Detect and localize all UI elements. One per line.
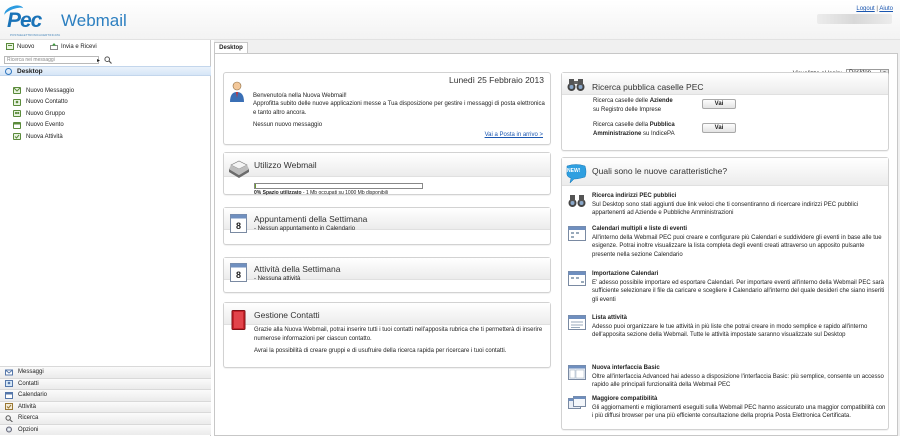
- new-message-item[interactable]: Nuovo Messaggio: [13, 85, 74, 97]
- new-event-item[interactable]: Nuovo Evento: [13, 120, 74, 132]
- sidebar-item-messages[interactable]: Messaggi: [0, 366, 211, 378]
- user-info-box: [817, 14, 892, 24]
- app-title: Webmail: [61, 11, 127, 30]
- search-companies-button[interactable]: Vai: [702, 99, 736, 109]
- welcome-greeting: Benvenuto/a nella Nuova Webmail!: [253, 93, 347, 99]
- contacts-groups-text: Avrai la possibilità di creare gruppi e di usufruire della ricerca rapida per ricercare i tuoi contatti.: [254, 348, 507, 354]
- svg-text:8: 8: [235, 270, 242, 280]
- no-new-messages: Nessun nuovo messaggio: [253, 122, 323, 128]
- new-task-icon: [13, 133, 21, 140]
- mail-icon: [5, 369, 13, 376]
- desktop-icon: [5, 68, 12, 75]
- calendar-import-icon: [568, 271, 586, 286]
- usage-title: Utilizzo Webmail: [254, 160, 317, 170]
- calendar-icon: [5, 392, 13, 399]
- new-message-icon: [13, 87, 21, 94]
- welcome-date: Lunedì 25 Febbraio 2013: [449, 75, 544, 85]
- sidebar-item-contacts[interactable]: Contatti: [0, 378, 211, 390]
- new-icon: [6, 43, 14, 50]
- usage-progress-bar: [254, 183, 423, 189]
- contacts-title: Gestione Contatti: [254, 310, 320, 320]
- search-icon: [5, 415, 13, 422]
- whats-new-title: Quali sono le nuove caratteristiche?: [592, 166, 728, 176]
- left-panel: [0, 40, 211, 436]
- desktop-panel: [214, 53, 898, 436]
- new-contact-item[interactable]: Nuovo Contatto: [13, 97, 74, 109]
- sidebar-item-desktop[interactable]: Desktop: [0, 66, 211, 76]
- logout-link[interactable]: Logout: [856, 6, 875, 12]
- contacts-description: Grazie alla Nuova Webmail, potrai inserire tutti i tuoi contatti nell'apposita rubrica che ti permetterà di inserire numerose informazioni per ciascun contatto.: [254, 327, 543, 342]
- task-list-icon: [230, 263, 247, 282]
- new-event-icon: [13, 122, 21, 129]
- welcome-intro: Approfitta subito delle nuove applicazioni messe a Tua disposizione per gestire i messaggi di posta elettronica e tanto altro ancora.: [253, 101, 545, 116]
- calendar-icon: [230, 214, 247, 233]
- search-companies-text: Ricerca caselle delle Aziende su Registro delle Imprese: [593, 98, 673, 113]
- sidebar-accordion: [0, 366, 211, 435]
- top-links: Logout | Aiuto: [856, 6, 893, 12]
- new-badge-text: NEW!: [567, 168, 581, 174]
- search-pec-card: [561, 72, 889, 151]
- search-pa-button[interactable]: Vai: [702, 123, 736, 133]
- left-toolbar: [0, 40, 211, 54]
- tasks-icon: [5, 403, 13, 410]
- mailbox-icon: [228, 160, 250, 180]
- sidebar-item-calendar[interactable]: Calendario: [0, 389, 211, 401]
- usage-card: [223, 152, 551, 195]
- app-header: [0, 0, 900, 40]
- appointments-text: - Nessun appuntamento in Calendario: [254, 226, 356, 232]
- sidebar-item-options[interactable]: Opzioni: [0, 424, 211, 436]
- send-receive-button[interactable]: Invia e Ricevi: [50, 43, 97, 50]
- tab-desktop[interactable]: Desktop: [214, 42, 248, 53]
- search-pa-text: Ricerca caselle della Pubblica Amministrazione su IndicePA: [593, 122, 675, 137]
- calendar-icon: [568, 226, 586, 241]
- binoculars-icon: [567, 78, 585, 92]
- windows-icon: [568, 396, 586, 411]
- new-task-item[interactable]: Nuova Attività: [13, 131, 74, 143]
- appointments-title: Appuntamenti della Settimana: [254, 214, 368, 224]
- user-avatar-icon: [229, 81, 245, 103]
- search-input[interactable]: Ricerca nei messaggi: [4, 56, 99, 64]
- new-group-icon: [13, 110, 21, 117]
- inbox-link[interactable]: Vai a Posta in arrivo >: [484, 132, 543, 138]
- welcome-card: [223, 72, 551, 145]
- sidebar-item-tasks[interactable]: Attività: [0, 401, 211, 413]
- contacts-card: [223, 302, 551, 368]
- usage-text: 0% Spazio utilizzato - 1 Mb occupati su 1000 Mb disponibili: [254, 190, 388, 196]
- search-icon[interactable]: [104, 56, 112, 64]
- search-go-arrow[interactable]: ▸: [97, 58, 101, 64]
- new-group-item[interactable]: Nuovo Gruppo: [13, 108, 74, 120]
- activities-card: [223, 257, 551, 293]
- new-items-list: [13, 85, 74, 143]
- search-pec-title: Ricerca pubblica caselle PEC: [592, 82, 704, 92]
- whats-new-card: NEW! Quali sono le nuove caratteristiche? Ricerca indirizzi PEC pubblici Sul Desktop sono stati aggiunti due link veloci che ti consentiranno di ricercare indirizzi PEC pubblici appartenenti ad Aziende e Pubbliche Amministrazioni Calendari multipli e liste di eventi All'interno della Webmail PEC puoi creare e configurare più Calendari e suddividere gli eventi in base alle tue esigenze. Potrai inoltre visualizzare la lista completa degli eventi creati attraverso un apposito pulsante presente nella sezione Calendario Importazione Calendari E' adesso possibile importare ed esportare Calendari. Per importare eventi all'interno della Webmail PEC sarà sufficiente selezionare il file da caricare e scegliere il Calendario all'interno del quale desideri che siano inseriti gli eventi Lista attività Adesso puoi organizzare le tue attività in più liste che potrai creare in modo semplice e rapido all'interno dell'apposita sezione della Webmail. Tutte le attività impostate saranno visualizzate sul Desktop Nuova interfaccia Basic Oltre all'interfaccia Advanced hai adesso a disposizione l'interfaccia Basic: più semplice, consente un accesso rapido alle principali funzionalità della Webmail PEC Maggiore compatibilità Gli aggiornamenti e miglioramenti eseguiti sulla Webmail PEC hanno assicurato una maggior compatibilità con i più diffusi browser per una più efficiente consultazione della propria Posta Elettronica Certificata.: [561, 157, 889, 430]
- interface-icon: [568, 365, 586, 380]
- activities-title: Attività della Settimana: [254, 264, 341, 274]
- sidebar-item-search[interactable]: Ricerca: [0, 412, 211, 424]
- address-book-icon: [231, 310, 246, 330]
- new-button[interactable]: Nuovo: [6, 43, 34, 50]
- task-list-icon: [568, 315, 586, 330]
- binoculars-icon: [568, 193, 586, 208]
- pec-logo: Pec POSTAELETTRONICACERTIFICATA: [4, 6, 56, 38]
- activities-text: - Nessuna attività: [254, 276, 301, 282]
- contacts-icon: [5, 380, 13, 387]
- help-link[interactable]: Aiuto: [879, 6, 893, 12]
- send-receive-icon: [50, 43, 58, 50]
- main-area: [214, 40, 900, 436]
- options-icon: [5, 426, 13, 433]
- appointments-card: [223, 207, 551, 245]
- new-contact-icon: [13, 99, 21, 106]
- svg-text:8: 8: [235, 221, 242, 231]
